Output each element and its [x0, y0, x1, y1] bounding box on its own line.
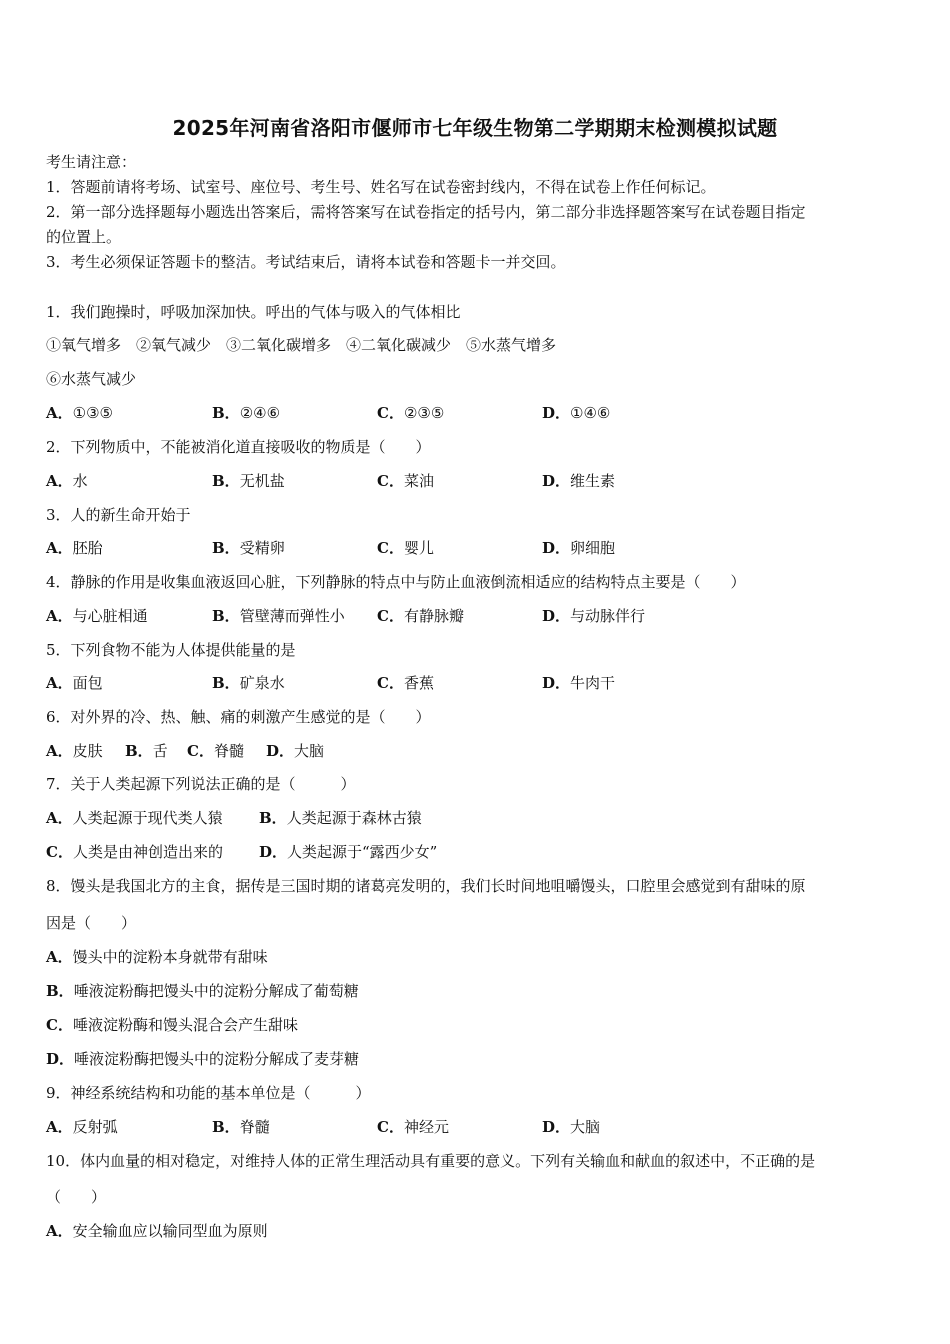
option-text: 人类起源于“露西少女” [287, 843, 438, 861]
option-label: C． [377, 674, 404, 692]
option-label: A． [46, 1118, 73, 1136]
option-b [259, 808, 422, 828]
option-label: B． [212, 404, 240, 422]
option-label: C． [377, 404, 404, 422]
option-label: C． [187, 742, 214, 760]
option-a [46, 673, 103, 693]
option-c [46, 842, 223, 862]
notice-item: 2．第一部分选择题每小题选出答案后，需将答案写在试卷指定的括号内，第二部分非选择题答案写在试卷题目指定 [46, 203, 806, 221]
option-a [46, 1117, 118, 1137]
option-c [377, 538, 434, 558]
question-stem: ①氧气增多 ②氧气减少 ③二氧化碳增多 ④二氧化碳减少 ⑤水蒸气增多 [46, 336, 557, 354]
option-label: D． [542, 472, 571, 490]
option-b [212, 538, 285, 558]
option-text: 矿泉水 [239, 674, 285, 692]
option-d [259, 842, 437, 862]
option-text: 受精卵 [239, 539, 285, 557]
option-text: 神经元 [403, 1118, 449, 1136]
option-text: 皮肤 [72, 742, 103, 760]
option-c [377, 1117, 449, 1137]
option-text: 卵细胞 [570, 539, 616, 557]
option-a [46, 741, 103, 761]
option-label: A． [46, 607, 73, 625]
option-text: 香蕉 [403, 674, 434, 692]
question-stem: 3．人的新生命开始于 [46, 506, 191, 524]
option-label: A． [46, 674, 73, 692]
option-text: 无机盐 [239, 472, 285, 490]
option-a [46, 403, 113, 423]
option-b [212, 1117, 270, 1137]
option-text: 与动脉伴行 [570, 607, 646, 625]
option-label: A． [46, 742, 73, 760]
option-text: 面包 [72, 674, 103, 692]
option-text: 馒头中的淀粉本身就带有甜味 [72, 948, 268, 966]
option-b [212, 471, 285, 491]
option-label: A． [46, 1222, 73, 1240]
option-d [542, 606, 645, 626]
option-a [46, 606, 148, 626]
option-label: D． [542, 1118, 571, 1136]
option-text: 人类起源于现代类人猿 [72, 809, 223, 827]
option-d [542, 1117, 600, 1137]
option-label: A． [46, 404, 73, 422]
notice-item: 的位置上。 [46, 228, 122, 246]
option-text: 大脑 [570, 1118, 601, 1136]
question-stem: 1．我们跑操时，呼吸加深加快。呼出的气体与吸入的气体相比 [46, 303, 461, 321]
option-a [46, 808, 223, 828]
question-stem: ⑥水蒸气减少 [46, 370, 137, 388]
option-label: B． [212, 674, 240, 692]
option-label: C． [377, 1118, 404, 1136]
question-stem: 7．关于人类起源下列说法正确的是（ ） [46, 775, 356, 793]
option-text: 胚胎 [72, 539, 103, 557]
option-text: 人类起源于森林古猿 [286, 809, 422, 827]
option-text: ①④⑥ [570, 404, 611, 422]
option-c [377, 403, 444, 423]
option-label: B． [125, 742, 153, 760]
option-text: 有静脉瓣 [403, 607, 464, 625]
option-a [46, 538, 103, 558]
question-stem: （ ） [46, 1188, 107, 1206]
notice-heading: 考生请注意： [46, 153, 137, 171]
option-text: 唾液淀粉酶把馒头中的淀粉分解成了葡萄糖 [73, 982, 359, 1000]
option-label: D． [542, 607, 571, 625]
option-label: C． [377, 472, 404, 490]
question-stem: 10．体内血量的相对稳定，对维持人体的正常生理活动具有重要的意义。下列有关输血和献血的叙述中，不正确的是 [46, 1152, 816, 1170]
option-text: 维生素 [570, 472, 616, 490]
question-stem: 9．神经系统结构和功能的基本单位是（ ） [46, 1084, 371, 1102]
option-b [212, 403, 280, 423]
option-text: 脊髓 [239, 1118, 270, 1136]
option-label: A． [46, 539, 73, 557]
option-label: C． [377, 539, 404, 557]
option-text: 舌 [152, 742, 168, 760]
option-a [46, 1221, 268, 1241]
option-c [377, 673, 434, 693]
question-stem: 2．下列物质中，不能被消化道直接吸收的物质是（ ） [46, 438, 431, 456]
option-label: B． [46, 982, 74, 1000]
option-label: D． [542, 674, 571, 692]
option-text: 与心脏相通 [72, 607, 148, 625]
option-b [212, 606, 345, 626]
option-a [46, 471, 88, 491]
option-text: 菜油 [403, 472, 434, 490]
notice-item: 1．答题前请将考场、试室号、座位号、考生号、姓名写在试卷密封线内，不得在试卷上作任何标记。 [46, 178, 716, 196]
option-text: 人类是由神创造出来的 [72, 843, 223, 861]
question-stem: 4．静脉的作用是收集血液返回心脏，下列静脉的特点中与防止血液倒流相适应的结构特点主要是（ ） [46, 573, 746, 591]
option-label: A． [46, 472, 73, 490]
option-text: 脊髓 [213, 742, 244, 760]
option-label: B． [212, 539, 240, 557]
option-text: 水 [72, 472, 88, 490]
notice-item: 3．考生必须保证答题卡的整洁。考试结束后，请将本试卷和答题卡一并交回。 [46, 253, 566, 271]
option-text: 婴儿 [403, 539, 434, 557]
question-stem: 8．馒头是我国北方的主食，据传是三国时期的诸葛亮发明的，我们长时间地咀嚼馒头，口腔里会感觉到有甜味的原 [46, 877, 806, 895]
option-text: 牛肉干 [570, 674, 616, 692]
option-a [46, 947, 268, 967]
option-d [542, 471, 615, 491]
option-text: 管壁薄而弹性小 [239, 607, 345, 625]
option-b [125, 741, 168, 761]
option-label: D． [266, 742, 295, 760]
option-text: 唾液淀粉酶把馒头中的淀粉分解成了麦芽糖 [74, 1050, 360, 1068]
option-label: C． [46, 1016, 73, 1034]
option-d [542, 538, 615, 558]
option-label: D． [259, 843, 288, 861]
option-c [377, 471, 434, 491]
option-text: 反射弧 [72, 1118, 118, 1136]
option-label: B． [212, 472, 240, 490]
question-stem: 因是（ ） [46, 914, 137, 932]
option-d [542, 673, 615, 693]
option-label: D． [542, 539, 571, 557]
option-text: ②③⑤ [403, 404, 445, 422]
option-text: ①③⑤ [72, 404, 113, 422]
option-c [46, 1015, 298, 1035]
option-label: D． [46, 1050, 75, 1068]
option-label: B． [259, 809, 287, 827]
option-label: A． [46, 809, 73, 827]
option-label: A． [46, 948, 73, 966]
option-b [212, 673, 285, 693]
option-text: ②④⑥ [239, 404, 281, 422]
option-label: C． [46, 843, 73, 861]
option-d [266, 741, 324, 761]
option-text: 安全输血应以输同型血为原则 [72, 1222, 268, 1240]
question-stem: 6．对外界的冷、热、触、痛的刺激产生感觉的是（ ） [46, 708, 431, 726]
option-label: B． [212, 607, 240, 625]
option-text: 唾液淀粉酶和馒头混合会产生甜味 [72, 1016, 298, 1034]
question-stem: 5．下列食物不能为人体提供能量的是 [46, 641, 296, 659]
option-d [542, 403, 610, 423]
page-title: 2025年河南省洛阳市偃师市七年级生物第二学期期末检测模拟试题 [172, 116, 778, 140]
option-text: 大脑 [294, 742, 325, 760]
option-c [187, 741, 244, 761]
option-label: C． [377, 607, 404, 625]
option-d [46, 1049, 359, 1069]
option-c [377, 606, 464, 626]
option-label: B． [212, 1118, 240, 1136]
option-b [46, 981, 359, 1001]
option-label: D． [542, 404, 571, 422]
